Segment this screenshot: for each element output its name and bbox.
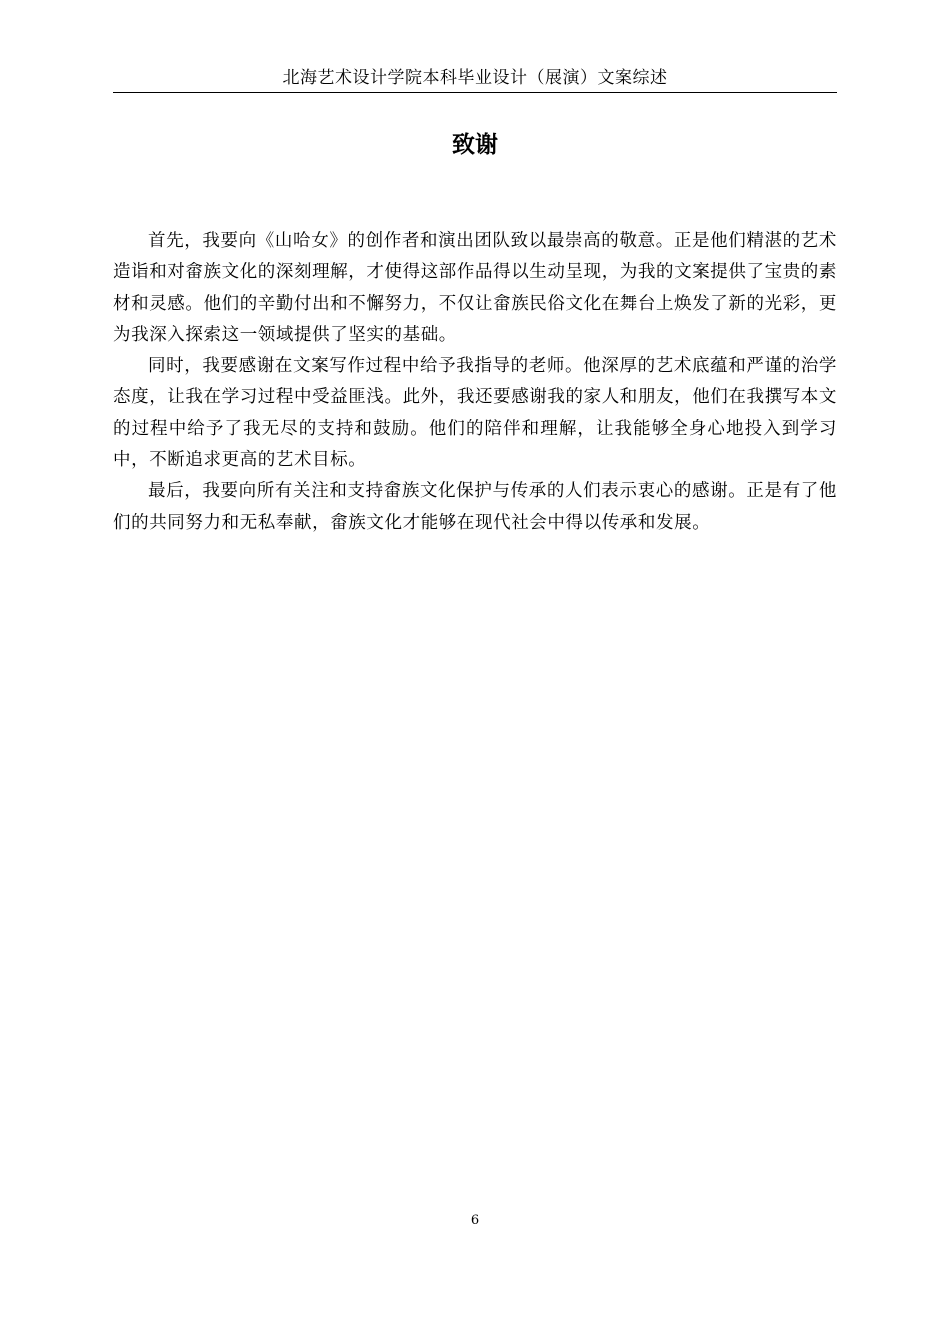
paragraph-1: 首先，我要向《山哈女》的创作者和演出团队致以最崇高的敬意。正是他们精湛的艺术造诣和对畲族文化的深刻理解，才使得这部作品得以生动呈现，为我的文案提供了宝贵的素材和灵感。他们的辛勤付出和不懈努力，不仅让畲族民俗文化在舞台上焕发了新的光彩，更为我深入探索这一领域提供了坚实的基础。 xyxy=(113,231,837,345)
paragraph-2: 同时，我要感谢在文案写作过程中给予我指导的老师。他深厚的艺术底蕴和严谨的治学态度，让我在学习过程中受益匪浅。此外，我还要感谢我的家人和朋友，他们在我撰写本文的过程中给予了我无尽的支持和鼓励。他们的陪伴和理解，让我能够全身心地投入到学习中，不断追求更高的艺术目标。 xyxy=(113,356,837,471)
paragraph-3: 最后，我要向所有关注和支持畲族文化保护与传承的人们表示衷心的感谢。正是有了他们的共同努力和无私奉献，畲族文化才能够在现代社会中得以传承和发展。 xyxy=(113,481,837,533)
section-title: 致谢 xyxy=(452,132,498,158)
page-header xyxy=(113,64,837,93)
header-text: 北海艺术设计学院本科毕业设计（展演）文案综述 xyxy=(282,68,668,88)
page-number: 6 xyxy=(470,1213,480,1228)
acknowledgement-body xyxy=(113,226,837,539)
